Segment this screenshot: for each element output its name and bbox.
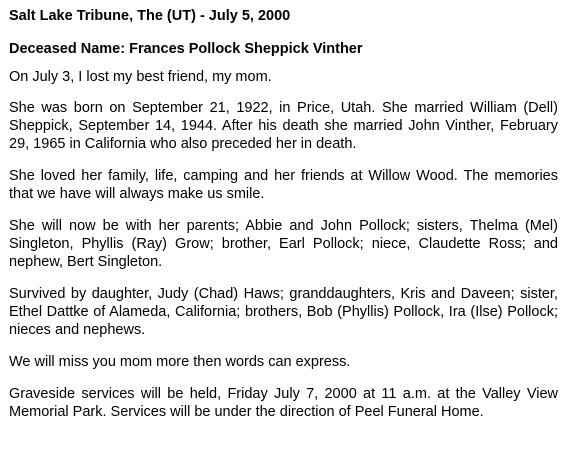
obituary-paragraph-closing: We will miss you mom more then words can express. bbox=[9, 354, 351, 370]
obituary-paragraph-services: Graveside services will be held, Friday July 7, 2000 at 11 a.m. at the Valley View Memorial Park. Services will be under the direction of Peel Funeral Home. bbox=[9, 386, 558, 420]
publication-source-heading: Salt Lake Tribune, The (UT) - July 5, 2000 bbox=[9, 8, 291, 24]
obituary-paragraph-biography: She was born on September 21, 1922, in Price, Utah. She married William (Dell) Sheppick, September 14, 1944. After his death she married John Vinther, February 29, 1965 in California who also preceded her in death. bbox=[9, 100, 558, 152]
deceased-name-heading: Deceased Name: Frances Pollock Sheppick Vinther bbox=[9, 41, 363, 57]
obituary-document bbox=[9, 7, 558, 435]
obituary-paragraph-opening: On July 3, I lost my best friend, my mom. bbox=[9, 69, 272, 85]
obituary-paragraph-interests: She loved her family, life, camping and her friends at Willow Wood. The memories that we have will always make us smile. bbox=[9, 168, 558, 202]
obituary-paragraph-survivors: Survived by daughter, Judy (Chad) Haws; granddaughters, Kris and Daveen; sister, Ethel Dattke of Alameda, California; brothers, Bob (Phyllis) Pollock, Ira (Ilse) Pollock; nieces and nephews. bbox=[9, 286, 558, 338]
obituary-paragraph-preceded-by: She will now be with her parents; Abbie and John Pollock; sisters, Thelma (Mel) Singleton, Phyllis (Ray) Grow; brother, Earl Pollock; niece, Claudette Ross; and nephew, Bert Singleton. bbox=[9, 218, 558, 270]
